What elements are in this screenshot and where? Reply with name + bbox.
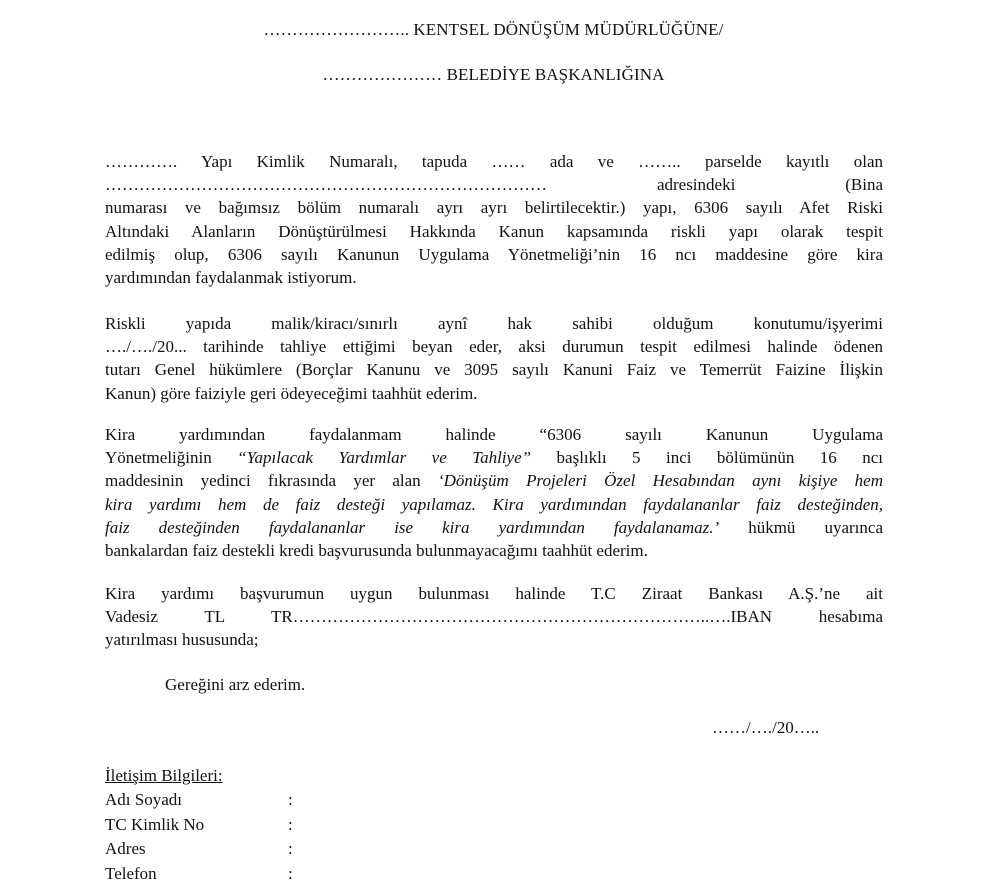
paragraph-word: (Bina — [845, 175, 884, 195]
contact-separator: : — [288, 814, 293, 834]
date-blank: ……/…./20….. — [712, 718, 820, 737]
quoted-regulation: ‘Dönüşüm Projeleri Özel Hesabından aynı kişiye hem — [437, 471, 884, 491]
paragraph-evacuation-declaration — [105, 312, 883, 405]
paragraph-line: tutarı Genel hükümlere (Borçlar Kanunu ve 3095 sayılı Kanuni Faiz ve Temerrüt Faizine İlişkin — [105, 360, 883, 380]
closing-paragraph — [105, 673, 883, 696]
paragraph-word: başlıklı 5 inci bölümünün 16 ncı — [556, 448, 884, 468]
paragraph-word: hükmü uyarınca — [748, 517, 883, 537]
address-blank: …………………………………………………………………… — [105, 175, 547, 195]
paragraph-word: maddesinin yedinci fıkrasında yer alan — [105, 471, 421, 491]
paragraph-line: edilmiş olup, 6306 sayılı Kanunun Uygulama Yönetmeliği’nin 16 ncı maddesine göre kira — [105, 244, 883, 264]
contact-separator: : — [288, 863, 293, 883]
addressee-line-2: ………………… BELEDİYE BAŞKANLIĞINA — [322, 65, 665, 84]
quoted-regulation: faiz desteğinden faydalananlar ise kira yardımından faydalanamaz.’ — [105, 517, 720, 537]
quoted-regulation: kira yardımı hem de faiz desteği yapılamaz. Kira yardımından faydalananlar faiz desteğinden, — [105, 494, 883, 514]
paragraph-bank-account — [105, 582, 883, 652]
paragraph-line: Kira yardımı başvurumun uygun bulunması halinde T.C Ziraat Bankası A.Ş.’ne ait — [105, 584, 883, 603]
paragraph-line: …………. Yapı Kimlik Numaralı, tapuda …… ada ve …….. parselde kayıtlı olan — [105, 152, 883, 171]
paragraph-line: Kanun) göre faiziyle geri ödeyeceğimi taahhüt ederim. — [105, 383, 478, 403]
paragraph-line: yatırılması hususunda; — [105, 630, 259, 650]
quoted-title: “Yapılacak Yardımlar ve Tahliye” — [237, 448, 532, 468]
paragraph-property-info — [105, 150, 883, 289]
contact-separator: : — [288, 790, 293, 810]
iban-line: Vadesiz TL TR………………………………………………………………..….IBAN hesabıma — [105, 607, 883, 627]
contact-label: Telefon — [105, 863, 157, 883]
contact-title: İletişim Bilgileri: — [105, 766, 223, 785]
paragraph-line: Altındaki Alanların Dönüştürülmesi Hakkında Kanun kapsamında riskli yapı olarak tespit — [105, 221, 883, 241]
paragraph-line: bankalardan faiz destekli kredi başvurusunda bulunmayacağımı taahhüt ederim. — [105, 541, 648, 561]
contact-label: Adı Soyadı — [105, 790, 182, 810]
closing-text: Gereğini arz ederim. — [165, 675, 306, 694]
contact-separator: : — [288, 839, 293, 859]
paragraph-line: …./…./20... tarihinde tahliye ettiğimi beyan eder, aksi durumun tespit edilmesi halinde ödenen — [105, 337, 883, 357]
contact-row-address — [105, 837, 405, 861]
contact-row-phone — [105, 862, 405, 886]
paragraph-line: Kira yardımından faydalanmam halinde “6306 sayılı Kanunun Uygulama — [105, 425, 883, 444]
contact-row-name — [105, 788, 405, 812]
contact-row-tc-id — [105, 813, 405, 837]
addressee-line-1: …………………….. KENTSEL DÖNÜŞÜM MÜDÜRLÜĞÜNE/ — [263, 20, 724, 39]
paragraph-line: numarası ve bağımsız bölüm numaralı ayrı ayrı belirtilecektir.) yapı, 6306 sayılı Afet Riski — [105, 198, 883, 218]
contact-label: Adres — [105, 839, 146, 859]
paragraph-word: adresindeki — [656, 175, 736, 195]
paragraph-interest-support — [105, 423, 883, 562]
contact-info — [105, 764, 405, 886]
paragraph-line: yardımından faydalanmak istiyorum. — [105, 268, 357, 288]
paragraph-line: Riskli yapıda malik/kiracı/sınırlı aynî hak sahibi olduğum konutumu/işyerimi — [105, 314, 883, 333]
paragraph-word: Yönetmeliğinin — [105, 448, 212, 468]
contact-label: TC Kimlik No — [105, 814, 205, 834]
